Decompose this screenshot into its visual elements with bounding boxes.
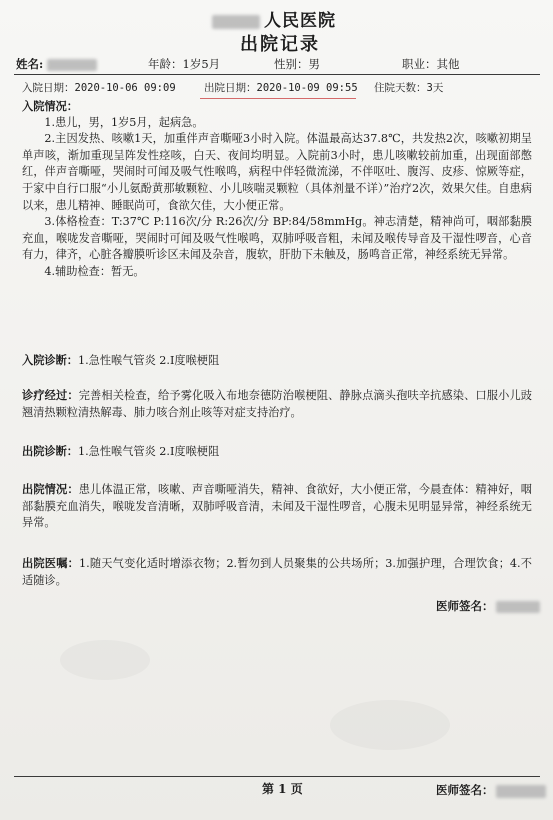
discharge-date: 出院日期：2020-10-09 09:55 [204, 82, 358, 94]
sex-field: 性别：男 [274, 57, 320, 71]
admission-status-section [22, 98, 532, 281]
discharge-status [22, 481, 532, 532]
paper-smudge [330, 700, 450, 750]
age-field: 年龄：1岁5月 [148, 57, 221, 71]
treatment-course-text: 完善相关检查，给予雾化吸入布地奈德防治喉梗阻、静脉点滴头孢呋辛抗感染、口服小儿豉翘清热颗粒清热解毒、肺力咳合剂止咳等对症支持治疗。 [22, 389, 532, 419]
discharge-advice-text: 1.随天气变化适时增添衣物；2.暂勿到人员聚集的公共场所；3.加强护理，合理饮食；4.不适随诊。 [22, 557, 532, 587]
dates-row [22, 80, 542, 98]
admission-item-1: 1.患儿，男，1岁5月，起病急。 [44, 115, 204, 129]
discharge-diagnosis [22, 443, 532, 461]
footer-divider [14, 776, 540, 777]
redacted-signature [496, 601, 540, 613]
document-title: 出院记录 [240, 34, 320, 55]
hospital-name-text: 人民医院 [264, 11, 336, 31]
admission-diagnosis-label: 入院诊断： [22, 353, 78, 367]
name-label: 姓名: [16, 57, 44, 71]
discharge-status-text: 患儿体温正常，咳嗽、声音嘶哑消失，精神、食欲好，大小便正常，今晨查体：精神好，咽部黏膜充血消失，喉咙发音清晰，双肺呼吸音清，未闻及干湿性啰音，心腹未见明显异常，神经系统无异常。 [22, 483, 532, 530]
occupation-field: 职业：其他 [402, 57, 460, 71]
redacted-hospital-prefix [212, 15, 260, 29]
discharge-advice-label: 出院医嘱： [22, 556, 79, 570]
admission-status-heading: 入院情况： [22, 99, 78, 113]
admission-date: 入院日期：2020-10-06 09:09 [22, 82, 176, 94]
physician-signature [436, 598, 541, 614]
physician-signature-label: 医师签名： [436, 599, 494, 613]
admission-diagnosis [22, 352, 532, 370]
footer-signature [436, 782, 551, 798]
treatment-course [22, 387, 532, 421]
admission-diagnosis-text: 1.急性喉气管炎 2.Ⅰ度喉梗阻 [77, 354, 220, 367]
discharge-diagnosis-text: 1.急性喉气管炎 2.Ⅰ度喉梗阻 [77, 445, 220, 458]
admission-item-2: 2.主因发热、咳嗽1天，加重伴声音嘶哑3小时入院。体温最高达37.8℃，共发热2次，咳嗽初期呈单声咳，渐加重现呈阵发性痉咳，白天、夜间均明显。入院前3小时，患儿咳嗽较前加重，出现面部憋红，伴声音嘶哑，哭闹时可闻及吸气性喉鸣，病程中伴轻微流涕，不伴呕吐、腹泻、皮疹、惊厥等症，于家中自行口服“小儿氨酚黄那敏颗粒、小儿咳喘灵颗粒（具体剂量不详）”治疗2次，效果欠佳。自患病以来，患儿精神、睡眠尚可，食欲欠佳，大小便正常。 [22, 132, 532, 212]
discharge-diagnosis-label: 出院诊断： [22, 444, 78, 458]
hospital-name [212, 6, 432, 31]
patient-info-row [16, 56, 536, 74]
page-number: 第 1 页 [262, 782, 303, 796]
admission-item-3: 3.体格检查：T:37℃ P:116次/分 R:26次/分 BP:84/58mmHg。神志清楚，精神尚可，咽部黏膜充血，喉咙发音嘶哑，哭闹时可闻及吸气性喉鸣，双肺呼吸音粗，未闻及喉传导音及干湿性啰音，心音有力，律齐，心脏各瓣膜听诊区未闻及杂音，腹软，肝肋下未触及，肠鸣音正常，神经系统无异常。 [22, 215, 532, 262]
treatment-course-label: 诊疗经过： [22, 388, 79, 402]
discharge-status-label: 出院情况： [22, 482, 79, 496]
footer-signature-label: 医师签名： [436, 783, 494, 797]
name-field [16, 56, 97, 72]
discharge-advice [22, 555, 532, 589]
stay-days: 住院天数：3天 [374, 82, 444, 94]
paper-smudge [60, 640, 150, 680]
admission-item-4: 4.辅助检查：暂无。 [44, 264, 145, 278]
redacted-footer-signature [496, 785, 546, 798]
header-divider [14, 74, 540, 75]
redacted-name [47, 59, 97, 71]
